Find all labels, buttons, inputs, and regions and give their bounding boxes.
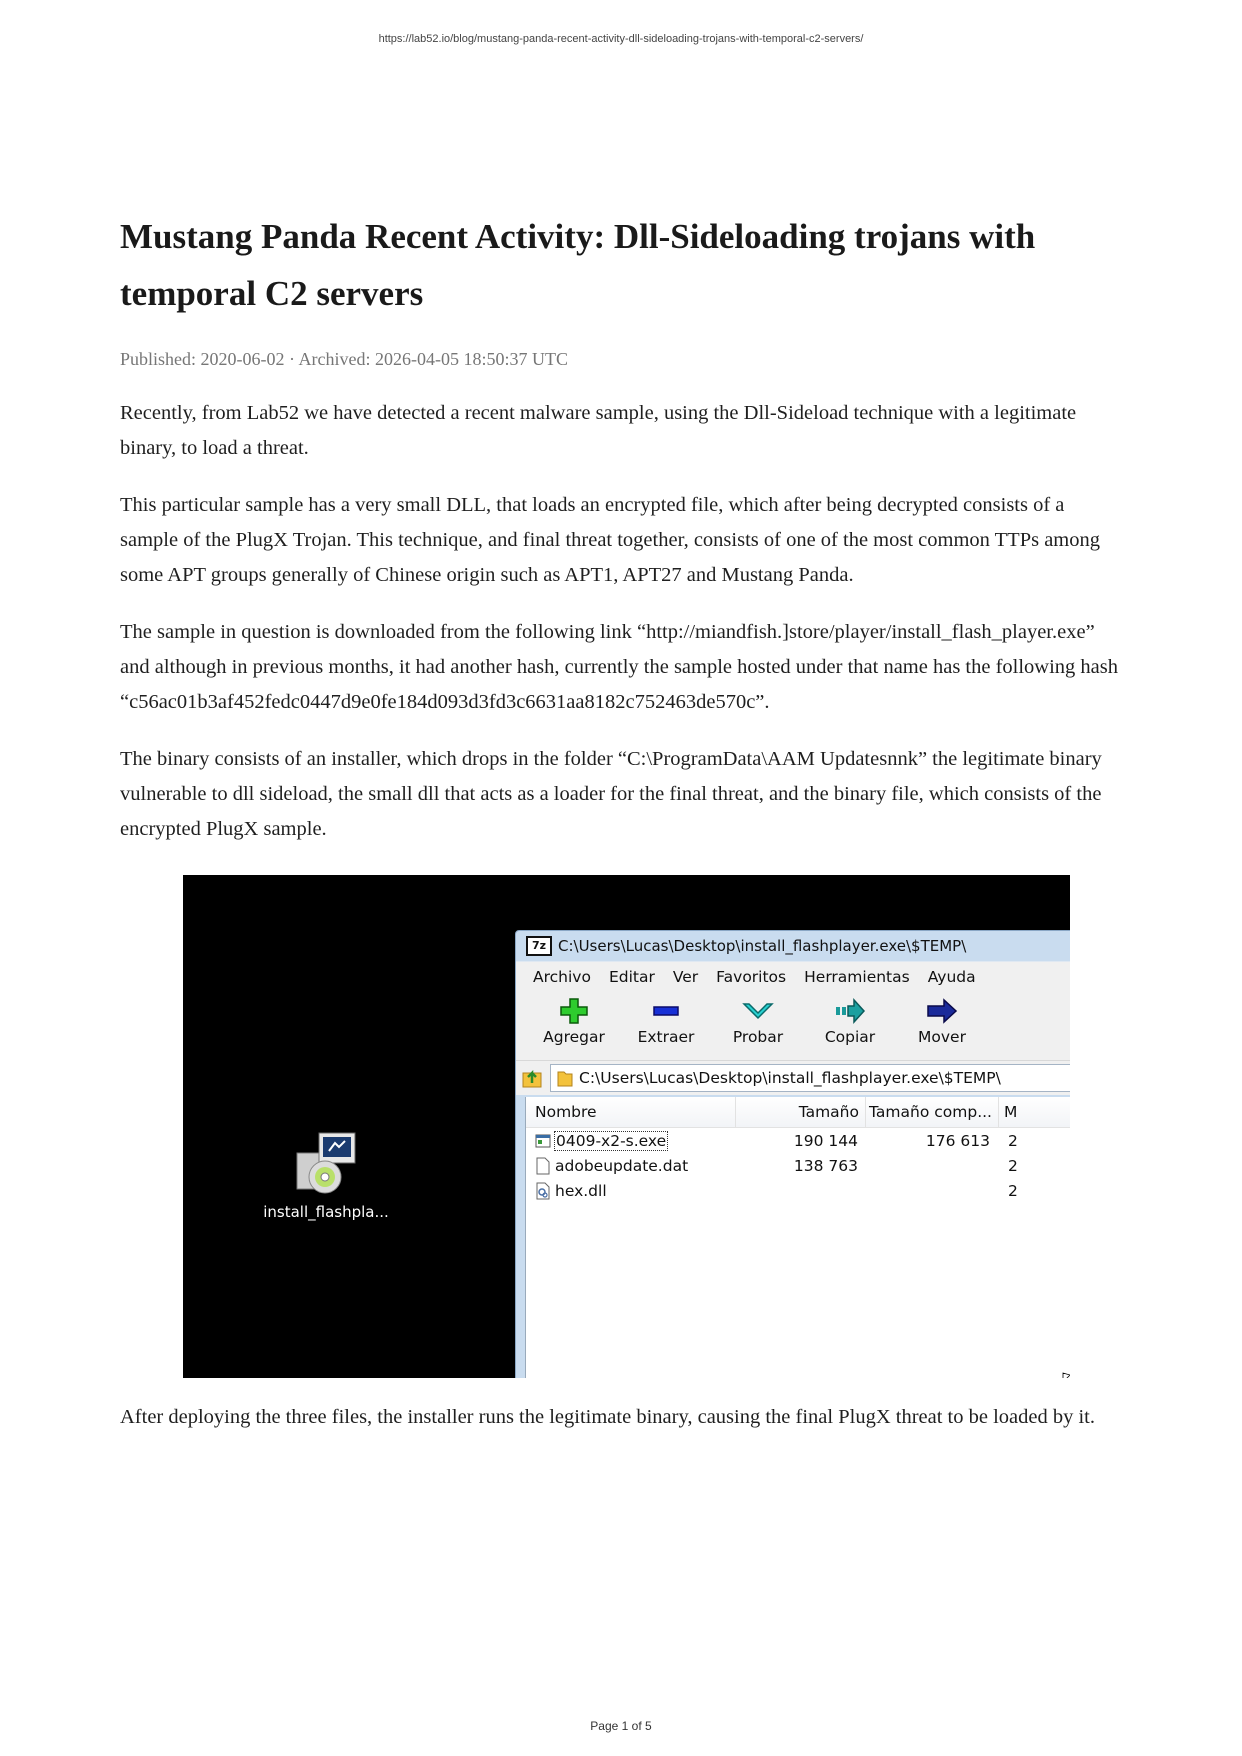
file-extra: 2	[1008, 1131, 1018, 1150]
extract-button[interactable]	[620, 992, 712, 1046]
screenshot-figure	[183, 875, 1070, 1378]
installer-icon	[291, 1131, 361, 1197]
file-row[interactable]	[526, 1153, 1070, 1178]
test-button-label: Probar	[732, 1028, 784, 1046]
folder-icon	[557, 1069, 573, 1087]
publication-meta: Published: 2020-06-02 · Archived: 2026-04-05 18:50:37 UTC	[120, 349, 568, 369]
desktop-shortcut-label: install_flashpla...	[263, 1203, 389, 1221]
file-compressed-size: 176 613	[925, 1131, 990, 1150]
source-url: https://lab52.io/blog/mustang-panda-recent-activity-dll-sideloading-trojans-with-temporal-c2-servers/	[378, 33, 864, 45]
test-button[interactable]	[712, 992, 804, 1046]
menu-ayuda[interactable]: Ayuda	[927, 968, 976, 986]
add-button-label: Agregar	[543, 1028, 605, 1046]
exe-file-icon	[535, 1132, 551, 1150]
dll-file-icon	[535, 1182, 551, 1200]
move-button-label: Mover	[918, 1028, 966, 1046]
menu-favoritos[interactable]: Favoritos	[716, 968, 787, 986]
menu-bar	[516, 961, 1070, 992]
file-list-header	[526, 1097, 1070, 1128]
file-size: 138 763	[793, 1156, 858, 1175]
paragraph-1: Recently, from Lab52 we have detected a recent malware sample, using the Dll-Sideload technique with a legitimate binary, to load a threat.	[120, 402, 1077, 459]
copy-button-label: Copiar	[824, 1028, 876, 1046]
file-name: adobeupdate.dat	[555, 1156, 689, 1175]
menu-archivo[interactable]: Archivo	[533, 968, 591, 986]
minus-icon	[652, 998, 680, 1024]
address-input[interactable]	[550, 1064, 1070, 1092]
page-number: Page 1 of 5	[590, 1719, 652, 1733]
paragraph-3: The sample in question is downloaded from the following link “http://miandfish.]store/player/install_flash_player.exe” and although in previous months, it had another hash, currently the sample hosted under that name has the following hash “c56ac01b3af452fedc0447d9e0fe184d093d3fd3c6631aa8182c752463de570c”.	[120, 621, 1119, 713]
file-size: 190 144	[793, 1131, 858, 1150]
7zip-window	[515, 930, 1070, 1378]
column-name[interactable]: Nombre	[526, 1097, 736, 1127]
toolbar	[516, 992, 1070, 1061]
menu-herramientas[interactable]: Herramientas	[804, 968, 910, 986]
copy-arrow-icon	[834, 998, 866, 1024]
file-extra: 2	[1008, 1181, 1018, 1200]
move-arrow-icon	[926, 998, 958, 1024]
file-extra: 2	[1008, 1156, 1018, 1175]
paragraph-4: The binary consists of an installer, which drops in the folder “C:\ProgramData\AAM Updatesnnk” the legitimate binary vulnerable to dll sideload, the small dll that acts as a loader for the final threat, and the binary file, which consists of the encrypted PlugX sample.	[120, 748, 1102, 840]
plus-icon	[560, 998, 588, 1024]
add-button[interactable]	[528, 992, 620, 1046]
article	[120, 208, 1125, 1435]
article-title: Mustang Panda Recent Activity: Dll-Sideloading trojans with temporal C2 servers	[120, 217, 1036, 313]
7zip-logo-icon: 7z	[526, 936, 552, 956]
address-path: C:\Users\Lucas\Desktop\install_flashplayer.exe\$TEMP\	[579, 1069, 1001, 1087]
window-title: C:\Users\Lucas\Desktop\install_flashplayer.exe\$TEMP\	[558, 937, 967, 955]
column-more[interactable]: M	[1004, 1103, 1018, 1121]
column-compressed-size[interactable]: Tamaño comp...	[866, 1097, 999, 1127]
file-name: hex.dll	[555, 1181, 607, 1200]
file-row[interactable]	[526, 1178, 1070, 1203]
paragraph-after-figure: After deploying the three files, the installer runs the legitimate binary, causing the final PlugX threat to be loaded by it.	[120, 1406, 1095, 1428]
file-icon	[535, 1157, 551, 1175]
address-bar	[516, 1061, 1070, 1095]
copy-button[interactable]	[804, 992, 896, 1046]
window-titlebar[interactable]	[516, 931, 1070, 961]
up-folder-icon[interactable]	[522, 1067, 544, 1089]
extract-button-label: Extraer	[637, 1028, 695, 1046]
paragraph-2: This particular sample has a very small DLL, that loads an encrypted file, which after being decrypted consists of a sample of the PlugX Trojan. This technique, and final threat together, consists of one of the most common TTPs among some APT groups generally of Chinese origin such as APT1, APT27 and Mustang Panda.	[120, 494, 1101, 586]
menu-ver[interactable]: Ver	[672, 968, 699, 986]
file-name: 0409-x2-s.exe	[556, 1131, 667, 1150]
file-row[interactable]	[526, 1128, 1070, 1153]
desktop-shortcut[interactable]	[261, 1131, 391, 1221]
resize-grip-icon[interactable]	[1062, 1372, 1070, 1378]
move-button[interactable]	[896, 992, 988, 1046]
menu-editar[interactable]: Editar	[608, 968, 655, 986]
check-arrow-icon	[742, 998, 774, 1024]
file-list	[525, 1097, 1070, 1378]
column-size[interactable]: Tamaño	[736, 1097, 866, 1127]
